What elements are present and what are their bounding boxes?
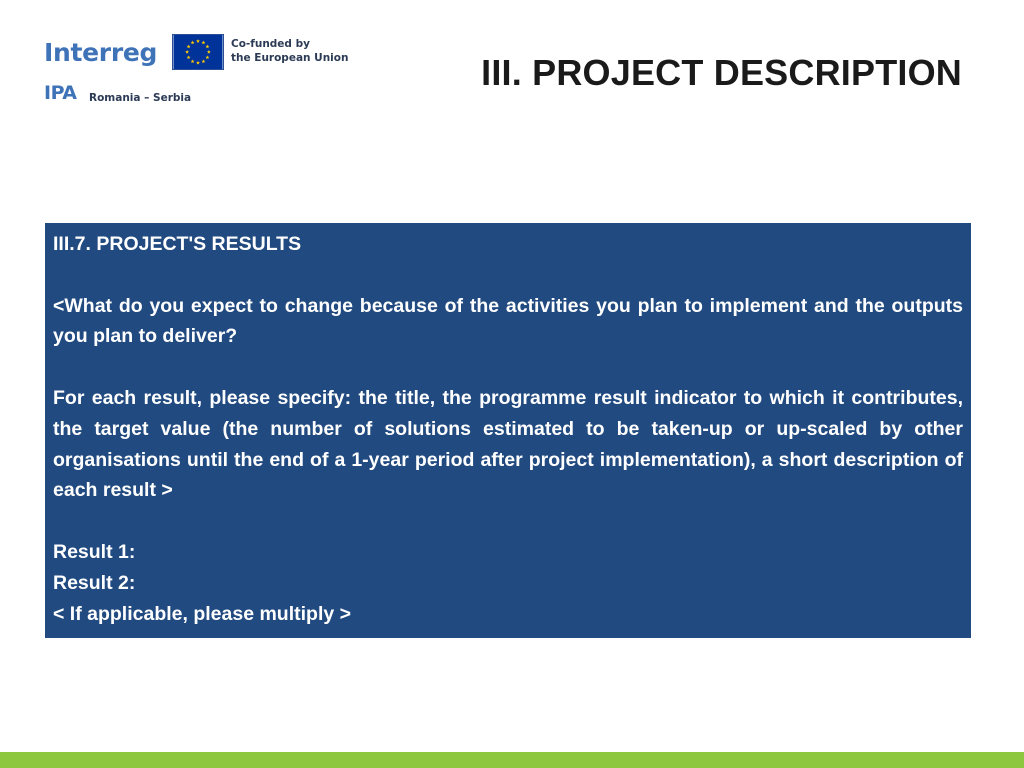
eu-cofunded-line-2: the European Union (231, 52, 349, 64)
eu-cofunded-text (231, 37, 348, 65)
results-instructions: For each result, please specify: the title, the programme result indicator to which it contributes, the target value (the number of solutions estimated to be taken-up or up-scaled by other organisations until the end of a 1-year period after project implementation), a short description of each result > (53, 386, 963, 502)
programme-name: Romania – Serbia (89, 92, 192, 104)
ipa-wordmark: IPA (44, 82, 77, 104)
eu-cofunded-line-1: Co-funded by (231, 38, 310, 50)
result-1-label: Result 1: (53, 540, 136, 563)
result-2-label: Result 2: (53, 571, 136, 594)
spacer (53, 506, 963, 537)
multiply-note: < If applicable, please multiply > (53, 602, 352, 625)
eu-flag-icon (172, 34, 224, 70)
footer-accent-bar (0, 752, 1024, 768)
project-results-box (45, 223, 971, 638)
results-question: <What do you expect to change because of the activities you plan to implement and the outputs you plan to deliver? (53, 294, 963, 348)
programme-logo (44, 32, 354, 106)
section-heading: III.7. PROJECT'S RESULTS (53, 233, 302, 255)
spacer (53, 352, 963, 383)
page-title: III. PROJECT DESCRIPTION (481, 52, 962, 93)
spacer (53, 260, 963, 291)
interreg-wordmark: Interreg (44, 38, 158, 67)
